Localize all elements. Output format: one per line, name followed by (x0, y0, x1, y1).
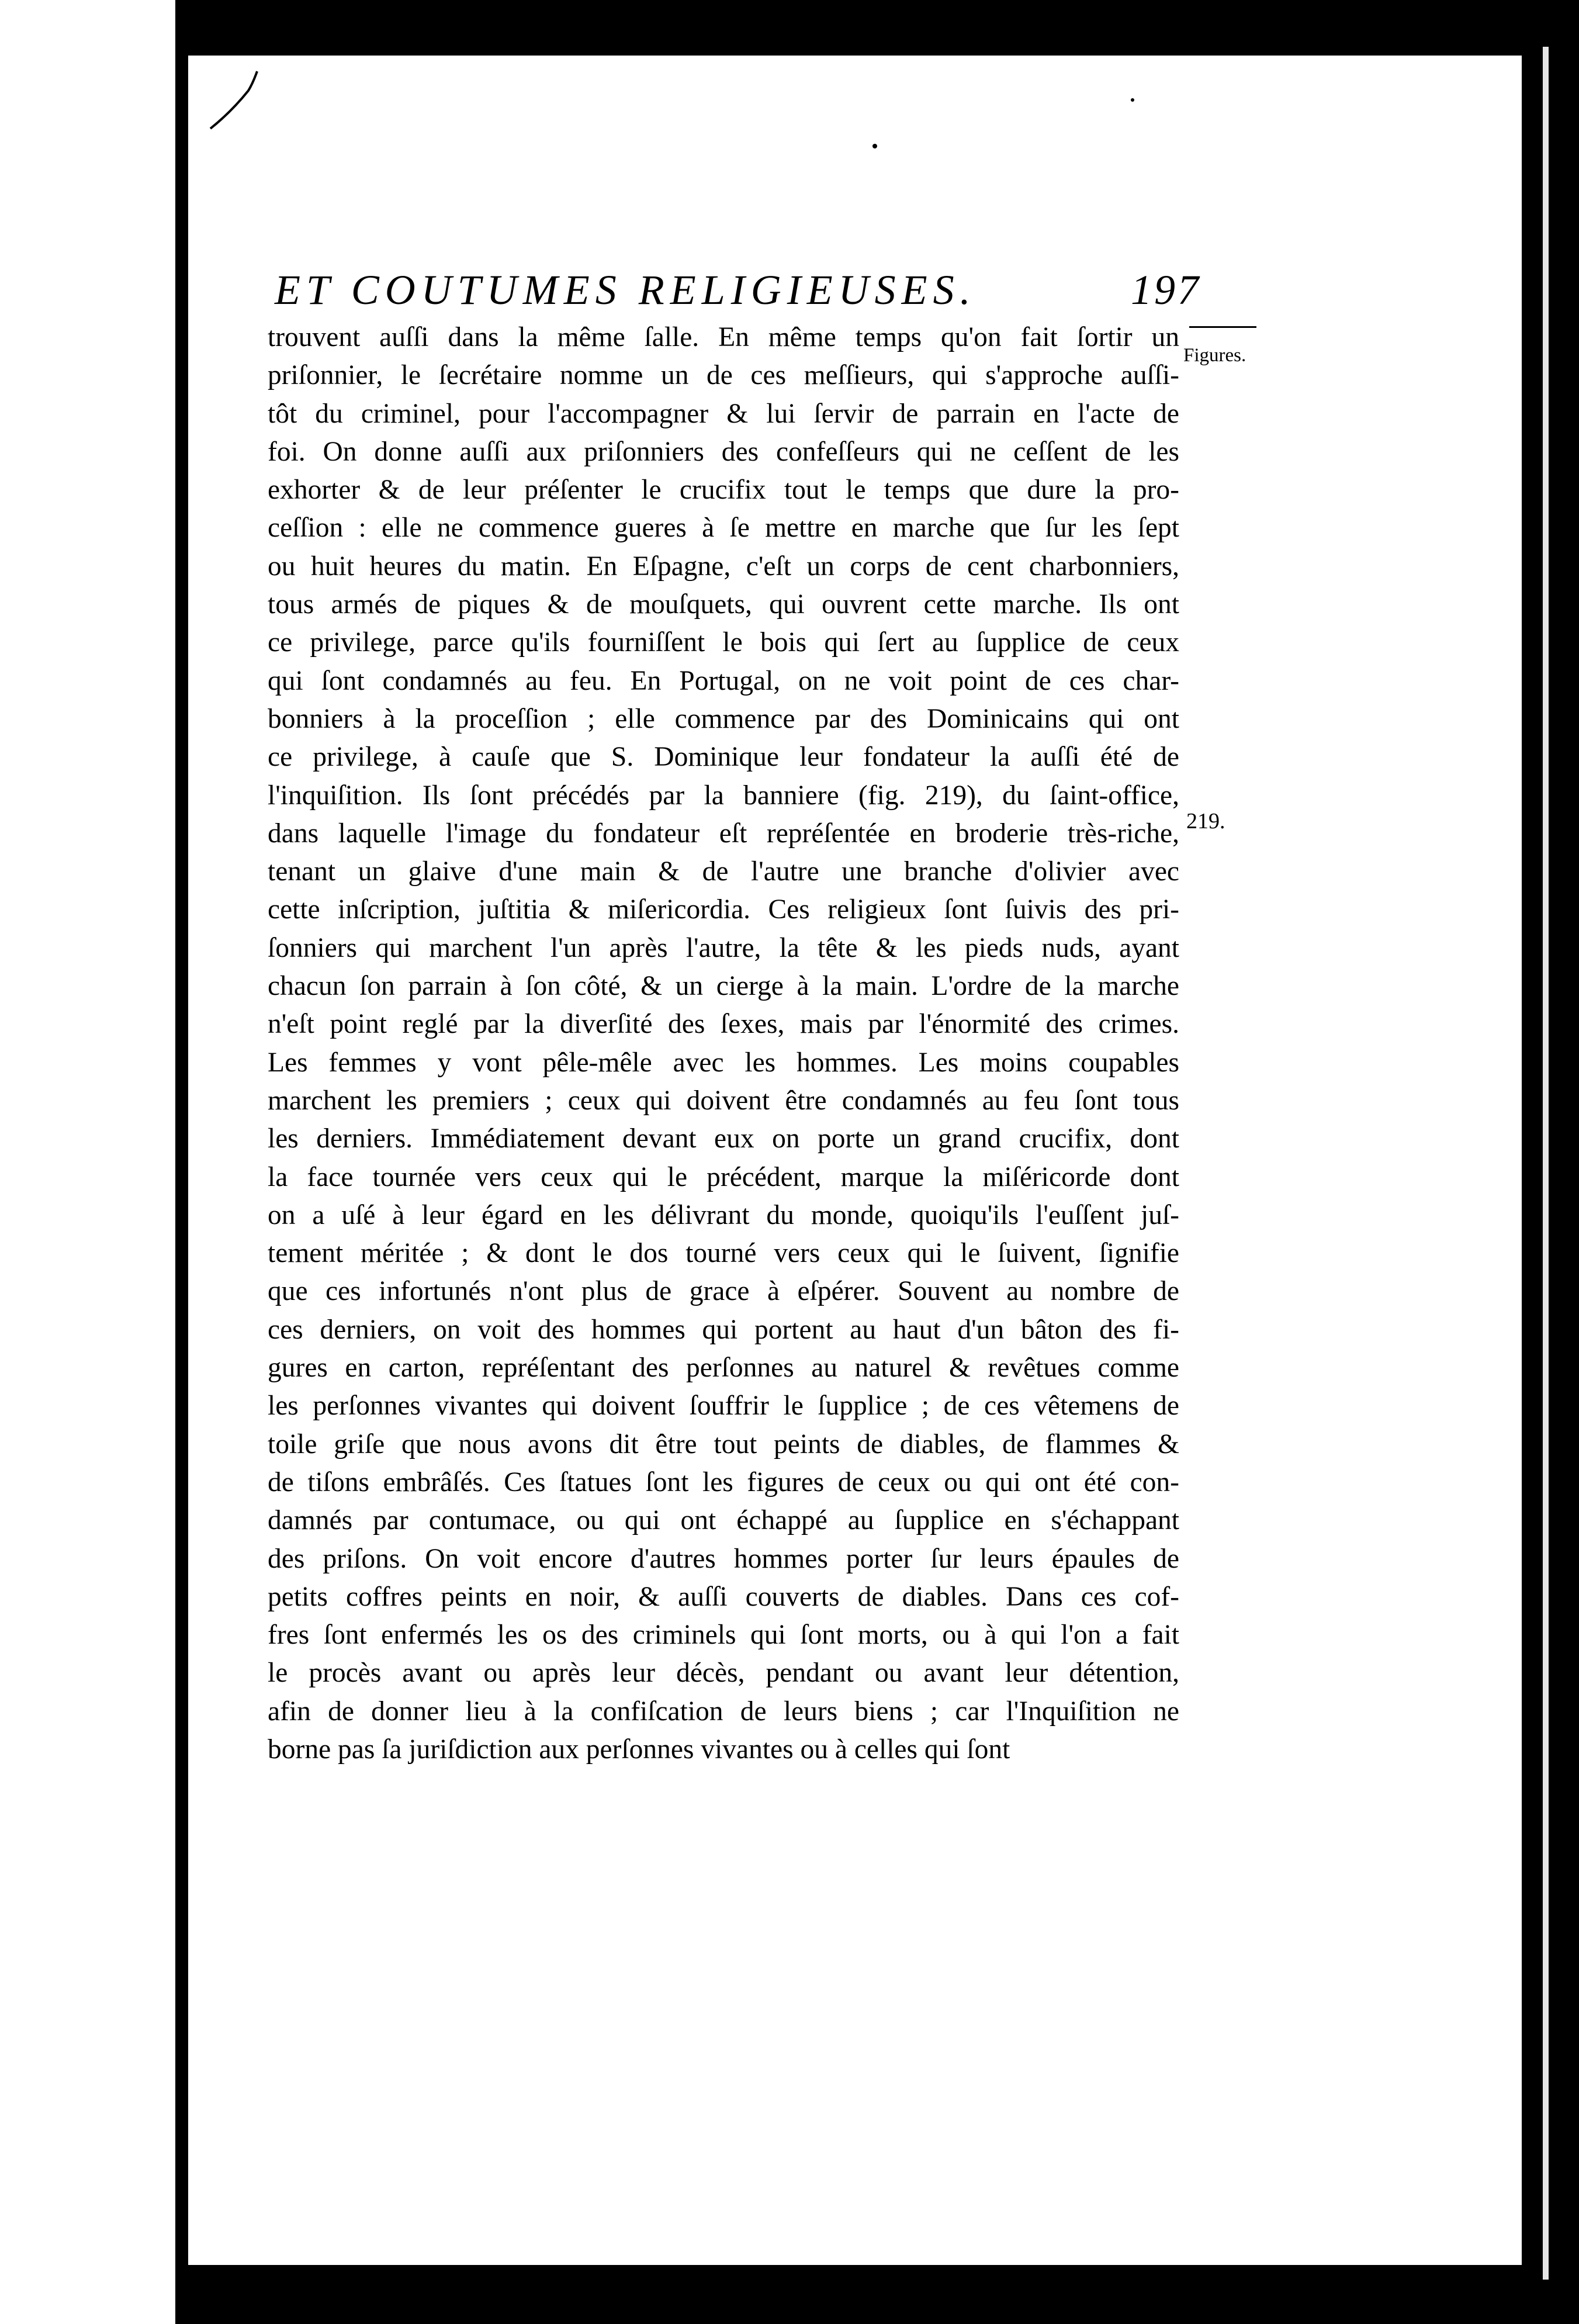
text-line: de tiſons embrâſés. Ces ſtatues ſont les figures de ceux ou qui ont été con- (268, 1467, 1179, 1498)
facing-page-edge (0, 0, 175, 2324)
text-line: les derniers. Immédiatement devant eux on porte un grand crucifix, dont (268, 1123, 1179, 1154)
scan-speck (872, 144, 877, 148)
text-line: borne pas ſa juriſdiction aux perſonnes vivantes ou à celles qui ſont (268, 1734, 1010, 1765)
text-line: marchent les premiers ; ceux qui doivent être condamnés au feu ſont tous (268, 1085, 1179, 1116)
text-line: tenant un glaive d'une main & de l'autre une branche d'olivier avec (268, 856, 1179, 887)
text-line: bonniers à la proceſſion ; elle commence par des Dominicains qui ont (268, 703, 1179, 734)
margin-label-figures: Figures. (1183, 345, 1246, 366)
text-line: gures en carton, repréſentant des perſonnes au naturel & revêtues comme (268, 1353, 1179, 1384)
page-edge-line (1543, 47, 1549, 2280)
margin-rule (1189, 326, 1256, 328)
text-line: toile griſe que nous avons dit être tout peints de diables, de flammes & (268, 1429, 1179, 1460)
page-number: 197 (1131, 267, 1201, 313)
text-line: ou huit heures du matin. En Eſpagne, c'eſt un corps de cent charbonniers, (268, 551, 1179, 582)
body-text (268, 319, 1179, 1769)
page-gutter (175, 0, 188, 2324)
text-line: l'inquiſition. Ils ſont précédés par la banniere (fig. 219), du ſaint-office, (268, 780, 1179, 811)
text-line: dans laquelle l'image du fondateur eſt repréſentée en broderie très-riche, (268, 818, 1179, 849)
text-line: cette inſcription, juſtitia & miſericordia. Ces religieux ſont ſuivis des pri- (268, 894, 1179, 925)
text-line: priſonnier, le ſecrétaire nomme un de ces meſſieurs, qui s'approche auſſi- (268, 360, 1179, 391)
text-line: damnés par contumace, ou qui ont échappé au ſupplice en s'échappant (268, 1505, 1179, 1536)
margin-figure-reference: 219. (1186, 809, 1225, 834)
text-line: tôt du criminel, pour l'accompagner & lui ſervir de parrain en l'acte de (268, 398, 1179, 429)
scan-right-border (1522, 0, 1579, 2324)
text-line: des priſons. On voit encore d'autres hommes porter ſur leurs épaules de (268, 1543, 1179, 1574)
text-line: trouvent auſſi dans la même ſalle. En même temps qu'on fait ſortir un (268, 322, 1179, 352)
text-line: fres ſont enfermés les os des criminels qui ſont morts, ou à qui l'on a fait (268, 1620, 1179, 1651)
text-line: Les femmes y vont pêle-mêle avec les hommes. Les moins coupables (268, 1047, 1179, 1078)
text-line: on a uſé à leur égard en les délivrant du monde, quoiqu'ils l'euſſent juſ- (268, 1199, 1179, 1230)
text-line: tous armés de piques & de mouſquets, qui ouvrent cette marche. Ils ont (268, 589, 1179, 620)
text-line: exhorter & de leur préſenter le crucifix tout le temps que dure la pro- (268, 475, 1179, 506)
text-line: ce privilege, parce qu'ils fourniſſent le bois qui ſert au ſupplice de ceux (268, 627, 1179, 658)
text-line: les perſonnes vivantes qui doivent ſouffrir le ſupplice ; de ces vêtemens de (268, 1391, 1179, 1422)
text-line: afin de donner lieu à la confiſcation de leurs biens ; car l'Inquiſition ne (268, 1696, 1179, 1727)
text-line: tement méritée ; & dont le dos tourné vers ceux qui le ſuivent, ſignifie (268, 1238, 1179, 1269)
text-line: ces derniers, on voit des hommes qui portent au haut d'un bâton des fi- (268, 1314, 1179, 1345)
text-line: ſonniers qui marchent l'un après l'autre, la tête & les pieds nuds, ayant (268, 932, 1179, 963)
text-line: qui ſont condamnés au feu. En Portugal, on ne voit point de ces char- (268, 665, 1179, 696)
text-line: la face tournée vers ceux qui le précédent, marque la miſéricorde dont (268, 1161, 1179, 1192)
text-line: ce privilege, à cauſe que S. Dominique leur fondateur la auſſi été de (268, 742, 1179, 773)
text-line: n'eſt point reglé par la diverſité des ſexes, mais par l'énormité des crimes. (268, 1009, 1179, 1040)
text-line: petits coffres peints en noir, & auſſi couverts de diables. Dans ces cof- (268, 1581, 1179, 1612)
text-line: foi. On donne auſſi aux priſonniers des confeſſeurs qui ne ceſſent de les (268, 436, 1179, 467)
text-line: chacun ſon parrain à ſon côté, & un cierge à la main. L'ordre de la marche (268, 971, 1179, 1002)
text-line: ceſſion : elle ne commence gueres à ſe mettre en marche que ſur les ſept (268, 513, 1179, 544)
scan-speck (1131, 98, 1134, 102)
running-head: ET COUTUMES RELIGIEUSES. (275, 267, 977, 313)
text-line: le procès avant ou après leur décès, pendant ou avant leur détention, (268, 1658, 1179, 1689)
pencil-mark (207, 70, 260, 134)
text-line: que ces infortunés n'ont plus de grace à eſpérer. Souvent au nombre de (268, 1276, 1179, 1307)
